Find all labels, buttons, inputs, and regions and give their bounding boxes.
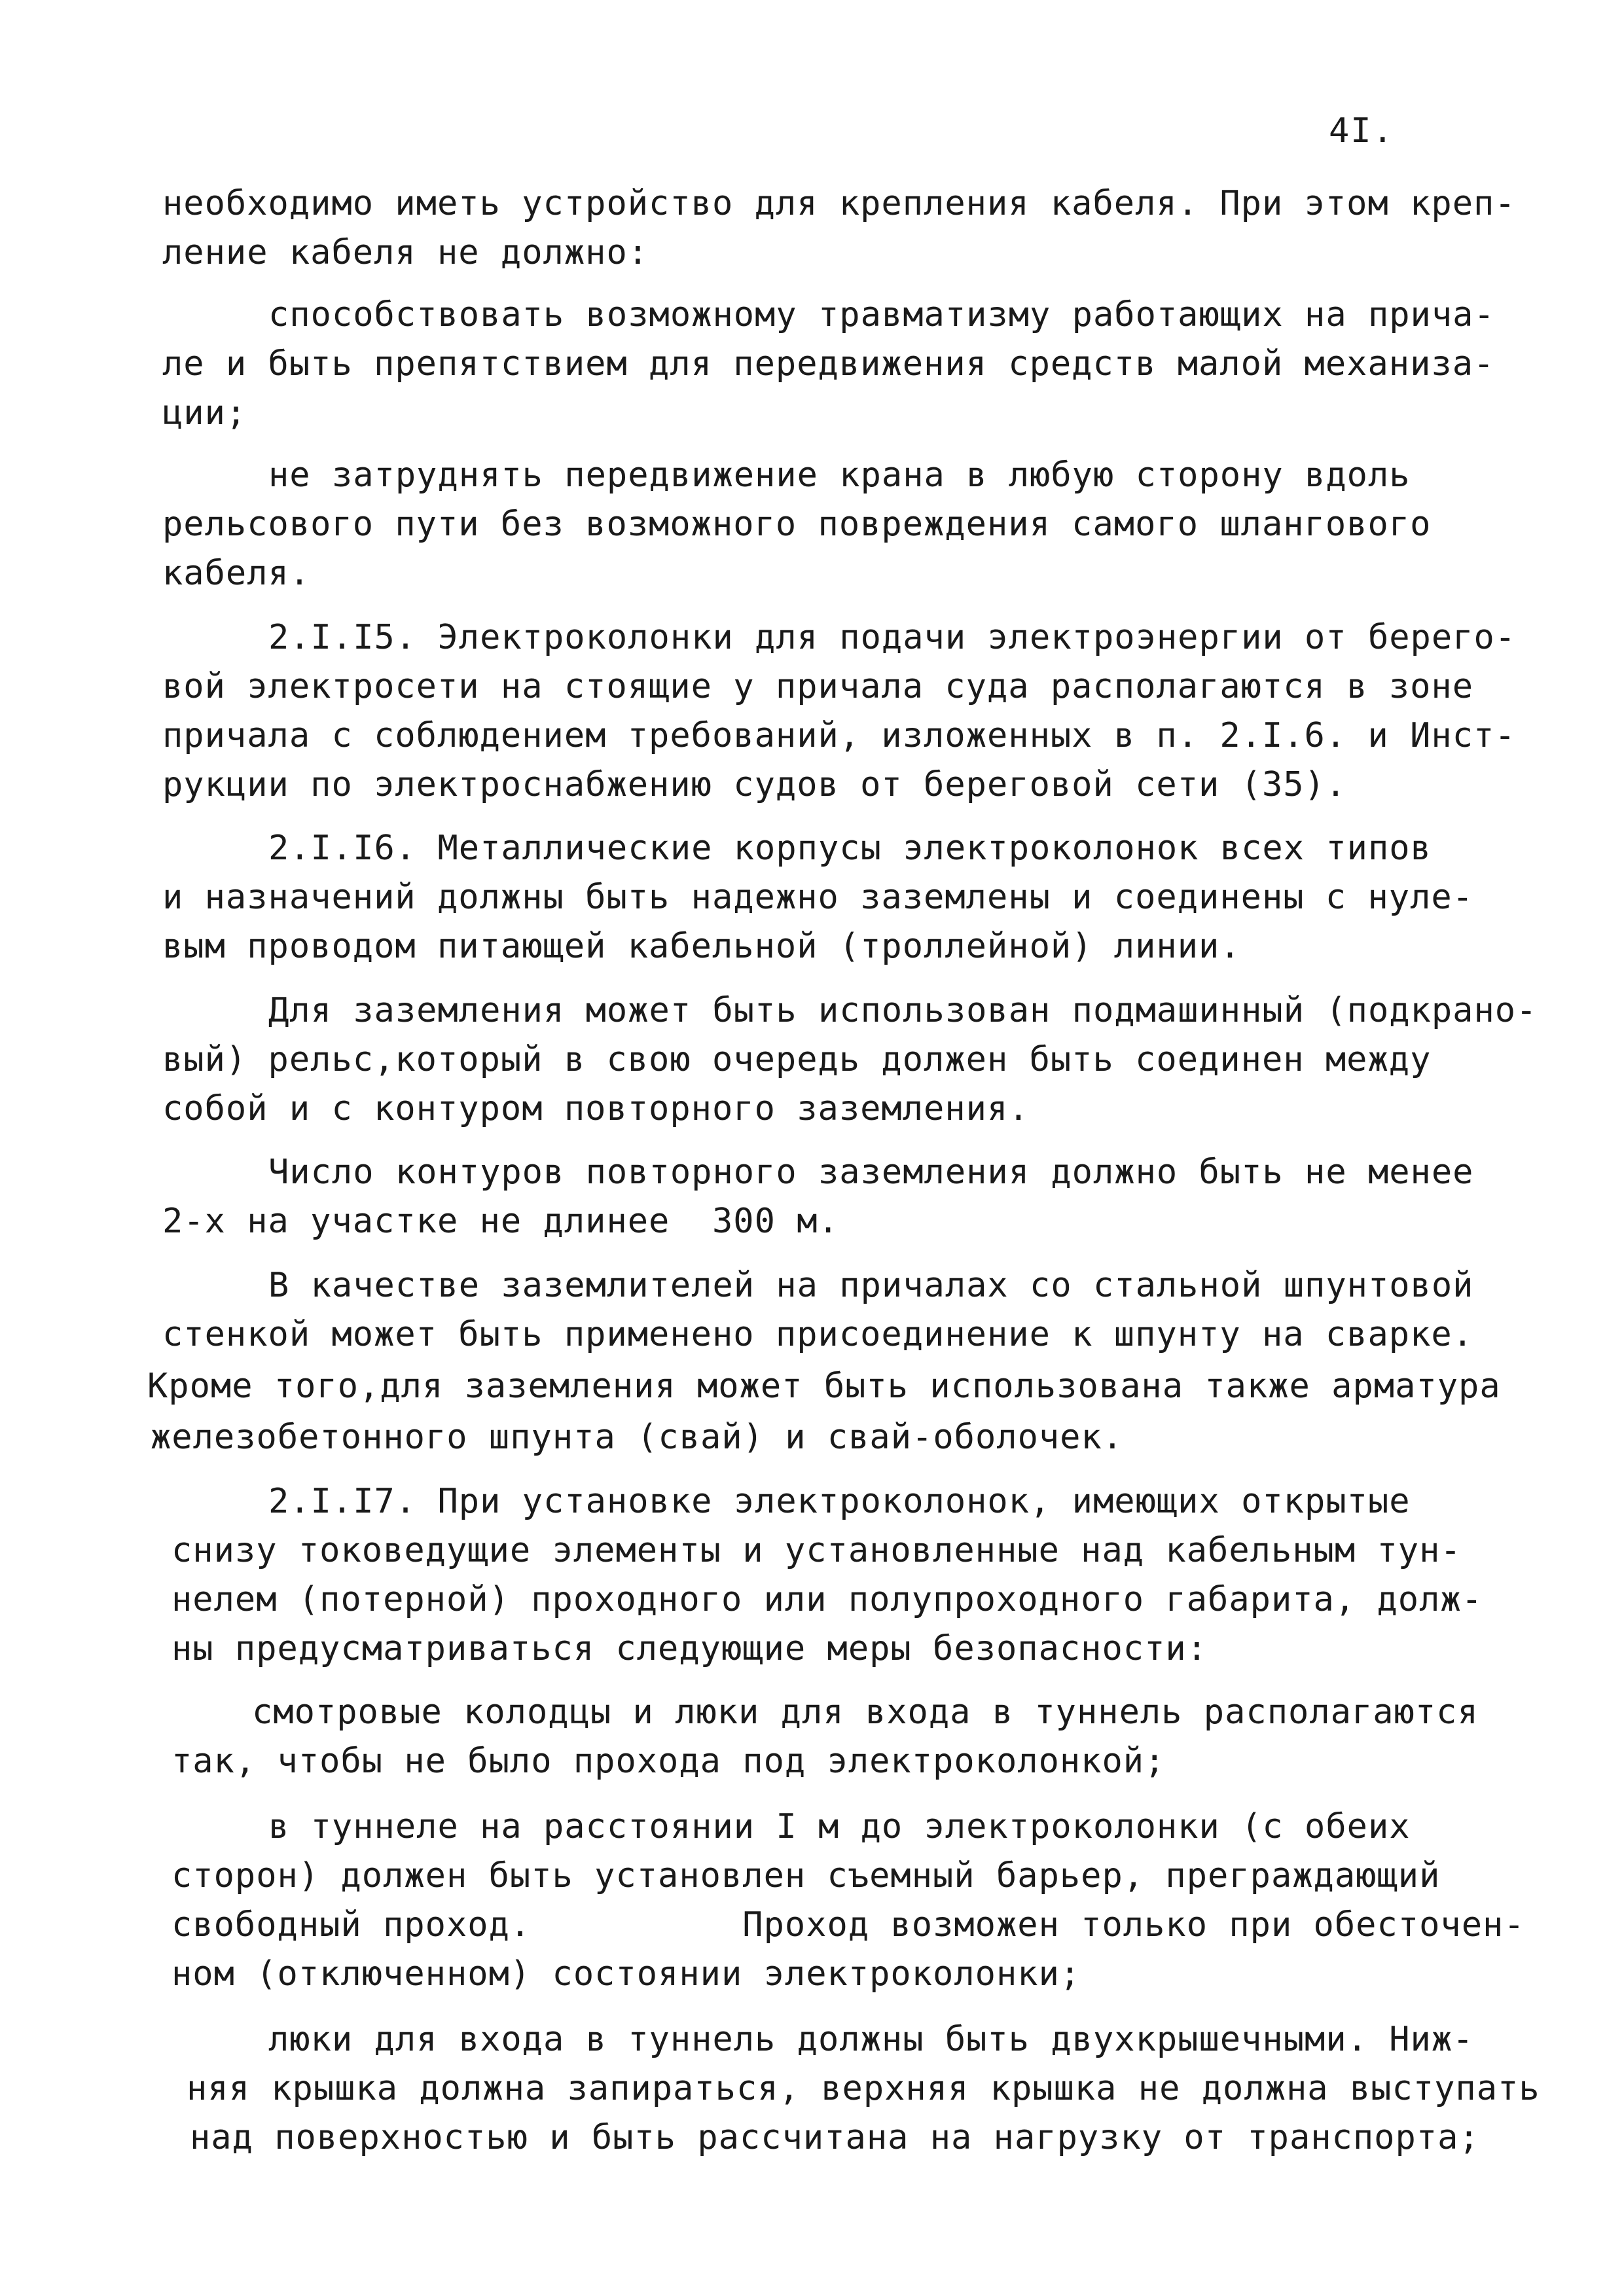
text-line: снизу токоведущие элементы и установленные над кабельным тун- <box>171 1531 1462 1570</box>
text-line: Число контуров повторного заземления должно быть не менее <box>268 1153 1474 1192</box>
text-line: в туннеле на расстоянии I м до электроколонки (с обеих <box>268 1807 1411 1846</box>
text-line: не затруднять передвижение крана в любую сторону вдоль <box>268 456 1411 495</box>
text-line: рельсового пути без возможного повреждения самого шлангового <box>162 505 1432 544</box>
text-line: стенкой может быть применено присоединение к шпунту на сварке. <box>162 1315 1474 1354</box>
text-line: необходимо иметь устройство для крепления кабеля. При этом креп- <box>162 184 1516 223</box>
text-line: ление кабеля не должно: <box>162 233 649 272</box>
text-line: няя крышка должна запираться, верхняя крышка не должна выступать <box>187 2069 1540 2108</box>
text-line: ном (отключенном) состоянии электроколонки; <box>171 1954 1081 1994</box>
text-line: над поверхностью и быть рассчитана на нагрузку от транспорта; <box>190 2118 1480 2157</box>
text-line: Для заземления может быть использован подмашинный (подкрано- <box>268 991 1538 1030</box>
text-line: 2.I.I7. При установке электроколонок, имеющих открытые <box>268 1482 1411 1521</box>
text-line: способствовать возможному травматизму работающих на прича- <box>268 295 1495 334</box>
text-line: свободный проход. Проход возможен только при обесточен- <box>171 1905 1525 1945</box>
text-line: вый) рельс,который в свою очередь должен быть соединен между <box>162 1040 1432 1079</box>
text-line: 2.I.I5. Электроколонки для подачи электроэнергии от берего- <box>268 618 1517 657</box>
text-line: железобетонного шпунта (свай) и свай-оболочек. <box>151 1418 1124 1457</box>
text-line: 2.I.I6. Металлические корпусы электроколонок всех типов <box>268 829 1432 868</box>
text-line: сторон) должен быть установлен съемный барьер, преграждающий <box>171 1856 1441 1895</box>
page-number: 4I. <box>1329 111 1394 151</box>
text-line: ции; <box>162 393 247 433</box>
text-line: ле и быть препятствием для передвижения средств малой механиза- <box>162 344 1495 384</box>
text-line: ны предусматриваться следующие меры безопасности: <box>171 1629 1208 1668</box>
text-line: вым проводом питающей кабельной (троллейной) линии. <box>162 927 1241 966</box>
text-line: смотровые колодцы и люки для входа в туннель располагаются <box>252 1693 1479 1732</box>
text-line: причала с соблюдением требований, изложенных в п. 2.I.6. и Инст- <box>162 716 1516 755</box>
text-line: В качестве заземлителей на причалах со стальной шпунтовой <box>268 1266 1474 1305</box>
text-line: так, чтобы не было прохода под электроколонкой; <box>171 1742 1166 1781</box>
text-line: 2-х на участке не длинее 300 м. <box>162 1202 839 1241</box>
text-line: нелем (потерной) проходного или полупроходного габарита, долж- <box>171 1580 1483 1619</box>
text-line: и назначений должны быть надежно заземлены и соединены с нуле- <box>162 878 1474 917</box>
text-line: люки для входа в туннель должны быть двухкрышечными. Ниж- <box>268 2020 1474 2059</box>
text-line: кабеля. <box>162 554 311 593</box>
text-line: собой и с контуром повторного заземления. <box>162 1089 1030 1128</box>
text-line: Кроме того,для заземления может быть использована также арматура <box>147 1367 1501 1406</box>
text-line: вой электросети на стоящие у причала суда располагаются в зоне <box>162 667 1474 706</box>
text-line: рукции по электроснабжению судов от береговой сети (35). <box>162 765 1347 804</box>
